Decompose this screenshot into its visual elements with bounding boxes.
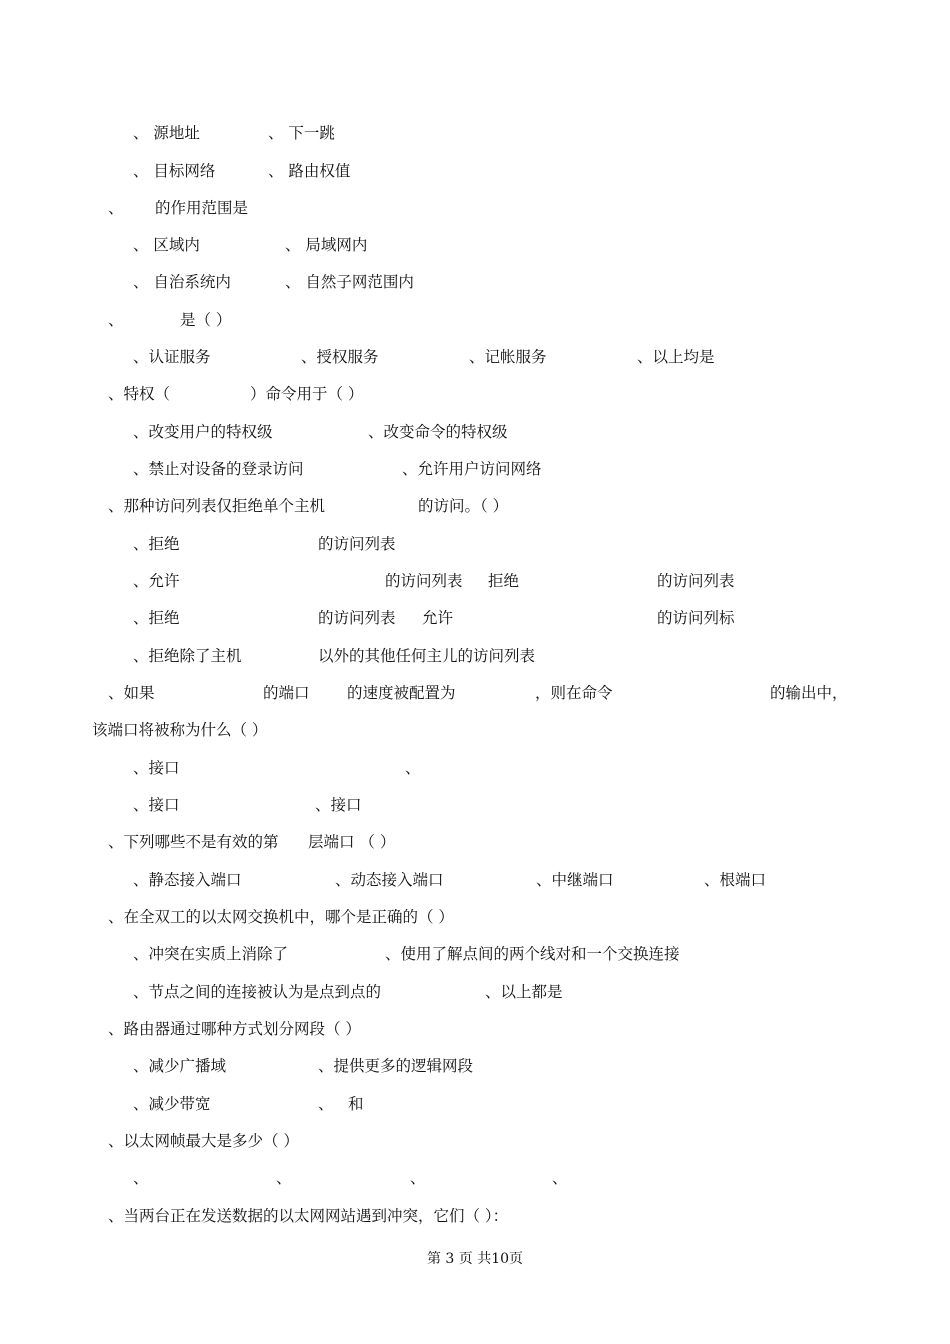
- option-text: 、禁止对设备的登录访问: [133, 460, 304, 478]
- question-text: 、那种访问列表仅拒绝单个主机: [108, 497, 326, 515]
- option-text: 、动态接入端口: [335, 871, 444, 889]
- option-text: 的访问列表: [657, 572, 735, 590]
- option-text: 的访问列标: [657, 609, 735, 627]
- option-text: 、允许用户访问网络: [402, 460, 542, 478]
- option-text: 、: [405, 759, 421, 777]
- option-text: 、根端口: [704, 871, 767, 889]
- option-text: 、 路由权值: [268, 162, 351, 180]
- option-text: 、拒绝除了主机: [133, 647, 242, 665]
- option-text: 、: [410, 1169, 426, 1187]
- question-text: 、: [108, 311, 124, 329]
- question-text: 、路由器通过哪种方式划分网段（ ）: [108, 1020, 361, 1038]
- option-text: 、: [552, 1169, 568, 1187]
- option-text: 的访问列表: [318, 535, 396, 553]
- question-text: 、在全双工的以太网交换机中，哪个是正确的（ ）: [108, 908, 454, 926]
- page-footer: 第 3 页 共10页: [426, 1251, 524, 1267]
- question-text: 的端口: [263, 684, 310, 702]
- question-text: 的输出中，: [770, 684, 848, 702]
- option-text: 、: [133, 1169, 149, 1187]
- question-text: 的访问。（ ）: [418, 497, 509, 515]
- option-text: 、接口: [133, 796, 180, 814]
- option-text: 拒绝: [488, 572, 520, 590]
- option-text: 、 局域网内: [285, 236, 368, 254]
- option-text: 、使用了解点间的两个线对和一个交换连接: [385, 945, 680, 963]
- question-text: 、如果: [108, 684, 155, 702]
- option-text: 以外的其他任何主儿的访问列表: [318, 647, 536, 665]
- question-text: ，则在命令: [535, 684, 613, 702]
- option-text: 、 目标网络: [133, 162, 216, 180]
- question-text: 该端口将被称为什么（ ）: [92, 721, 268, 739]
- option-text: 、节点之间的连接被认为是点到点的: [133, 983, 382, 1001]
- option-text: 和: [348, 1095, 364, 1113]
- option-text: 、允许: [133, 572, 180, 590]
- option-text: 、 自治系统内: [133, 273, 231, 291]
- question-text: 的速度被配置为: [347, 684, 456, 702]
- option-text: 、改变用户的特权级: [133, 423, 273, 441]
- option-text: 、记帐服务: [469, 348, 547, 366]
- question-text: ）命令用于（ ）: [250, 385, 364, 403]
- option-text: 、拒绝: [133, 535, 180, 553]
- option-text: 、提供更多的逻辑网段: [318, 1057, 474, 1075]
- option-text: 的访问列表: [385, 572, 463, 590]
- option-text: 、认证服务: [133, 348, 211, 366]
- question-text: 是（ ）: [180, 311, 232, 329]
- option-text: 、 区域内: [133, 236, 200, 254]
- question-text: 、特权（: [108, 385, 171, 403]
- option-text: 、减少广播域: [133, 1057, 227, 1075]
- question-text: 、下列哪些不是有效的第: [108, 833, 279, 851]
- option-text: 、中继端口: [536, 871, 614, 889]
- option-text: 、改变命令的特权级: [368, 423, 508, 441]
- question-text: 、: [108, 199, 124, 217]
- option-text: 、: [318, 1095, 334, 1113]
- option-text: 、冲突在实质上消除了: [133, 945, 289, 963]
- question-text: 、以太网帧最大是多少（ ）: [108, 1132, 299, 1150]
- option-text: 的访问列表: [318, 609, 396, 627]
- option-text: 、接口: [315, 796, 362, 814]
- option-text: 、静态接入端口: [133, 871, 242, 889]
- question-text: 的作用范围是: [155, 199, 249, 217]
- option-text: 、以上都是: [485, 983, 563, 1001]
- question-text: 、当两台正在发送数据的以太网网站遇到冲突，它们（ ）：: [108, 1207, 509, 1225]
- option-text: 、 源地址: [133, 124, 200, 142]
- question-text: 层端口 （ ）: [308, 833, 396, 851]
- option-text: 、 下一跳: [268, 124, 335, 142]
- option-text: 、: [276, 1169, 292, 1187]
- option-text: 、授权服务: [301, 348, 379, 366]
- option-text: 、接口: [133, 759, 180, 777]
- option-text: 允许: [422, 609, 454, 627]
- option-text: 、减少带宽: [133, 1095, 211, 1113]
- option-text: 、 自然子网范围内: [285, 273, 414, 291]
- option-text: 、拒绝: [133, 609, 180, 627]
- option-text: 、以上均是: [637, 348, 715, 366]
